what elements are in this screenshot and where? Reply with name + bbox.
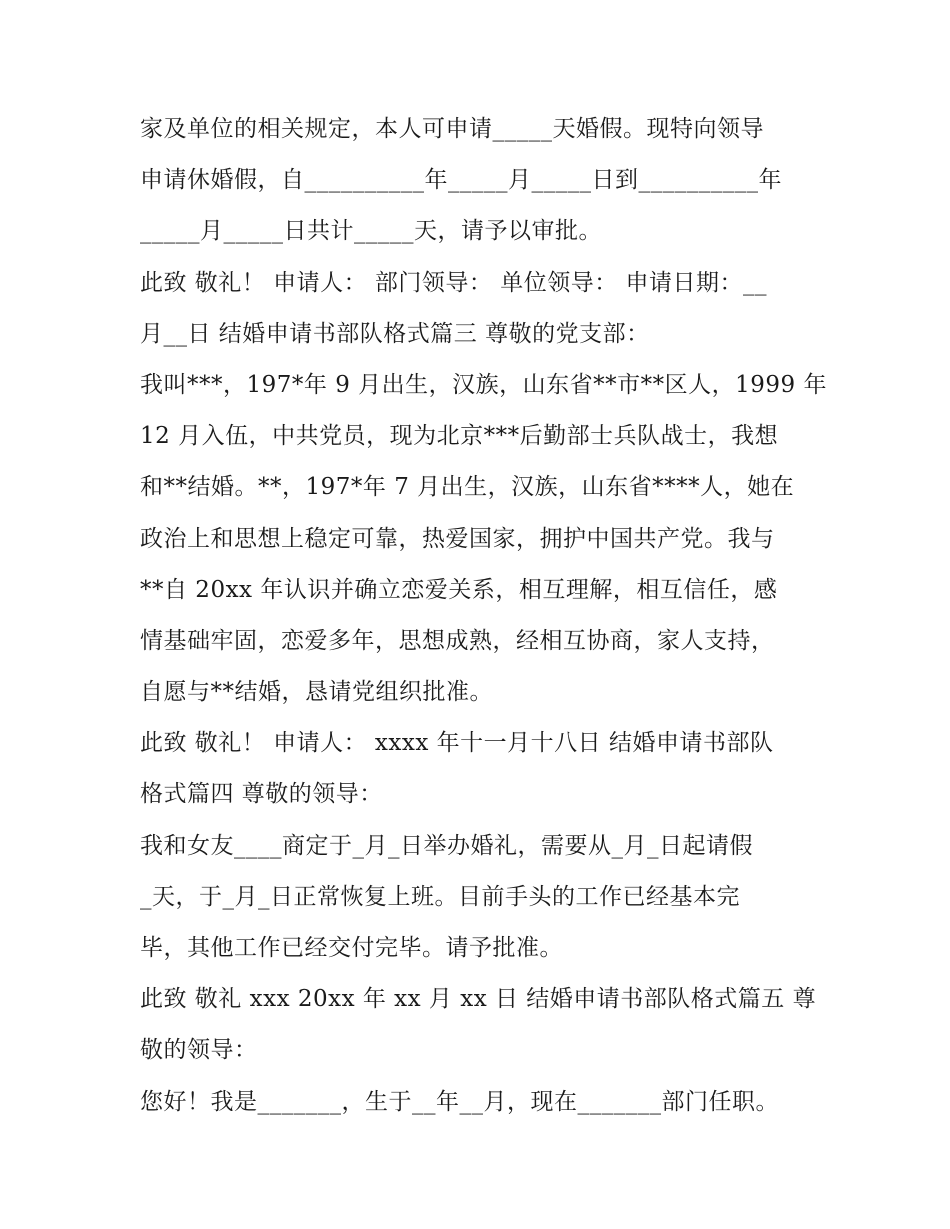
text-line: **自 20xx 年认识并确立恋爱关系，相互理解，相互信任，感 [140,576,778,603]
text-line: 我叫***，197*年 9 月出生，汉族，山东省**市**区人，1999 年 [140,371,827,398]
text-line: 和**结婚。**，197*年 7 月出生，汉族，山东省****人，她在 [140,474,795,501]
text-line: 我和女友____商定于_月_日举办婚礼，需要从_月_日起请假 [140,832,753,859]
text-line: 此致 敬礼！ 申请人： 部门领导： 单位领导： 申请日期：__ [140,269,768,296]
text-line: 毕，其他工作已经交付完毕。请予批准。 [140,935,563,961]
text-line: 政治上和思想上稳定可靠，热爱国家，拥护中国共产党。我与 [140,525,775,552]
text-line: 月__日 结婚申请书部队格式篇三 尊敬的党支部： [140,320,650,347]
text-line: 自愿与**结婚，恳请党组织批准。 [140,679,493,706]
text-line: 您好！我是_______，生于__年__月，现在_______部门任职。 [140,1088,779,1115]
text-line: _天，于_月_日正常恢复上班。目前手头的工作已经基本完 [140,883,740,910]
text-line: 情基础牢固，恋爱多年，思想成熟，经相互协商，家人支持， [140,627,775,654]
text-line: 申请休婚假，自__________年_____月_____日到__________年 [140,167,782,194]
text-line: 敬的领导： [140,1037,258,1064]
document-body [140,104,827,1128]
text-line: 家及单位的相关规定，本人可申请_____天婚假。现特向领导 [140,116,764,142]
text-line: 此致 敬礼 xxx 20xx 年 xx 月 xx 日 结婚申请书部队格式篇五 尊 [140,986,817,1013]
text-line: 12 月入伍，中共党员，现为北京***后勤部士兵队战士，我想 [140,423,779,450]
text-line: 格式篇四 尊敬的领导： [140,781,383,808]
text-line: 此致 敬礼！ 申请人： xxxx 年十一月十八日 结婚申请书部队 [140,730,774,757]
text-line: _____月_____日共计_____天，请予以审批。 [140,218,602,245]
